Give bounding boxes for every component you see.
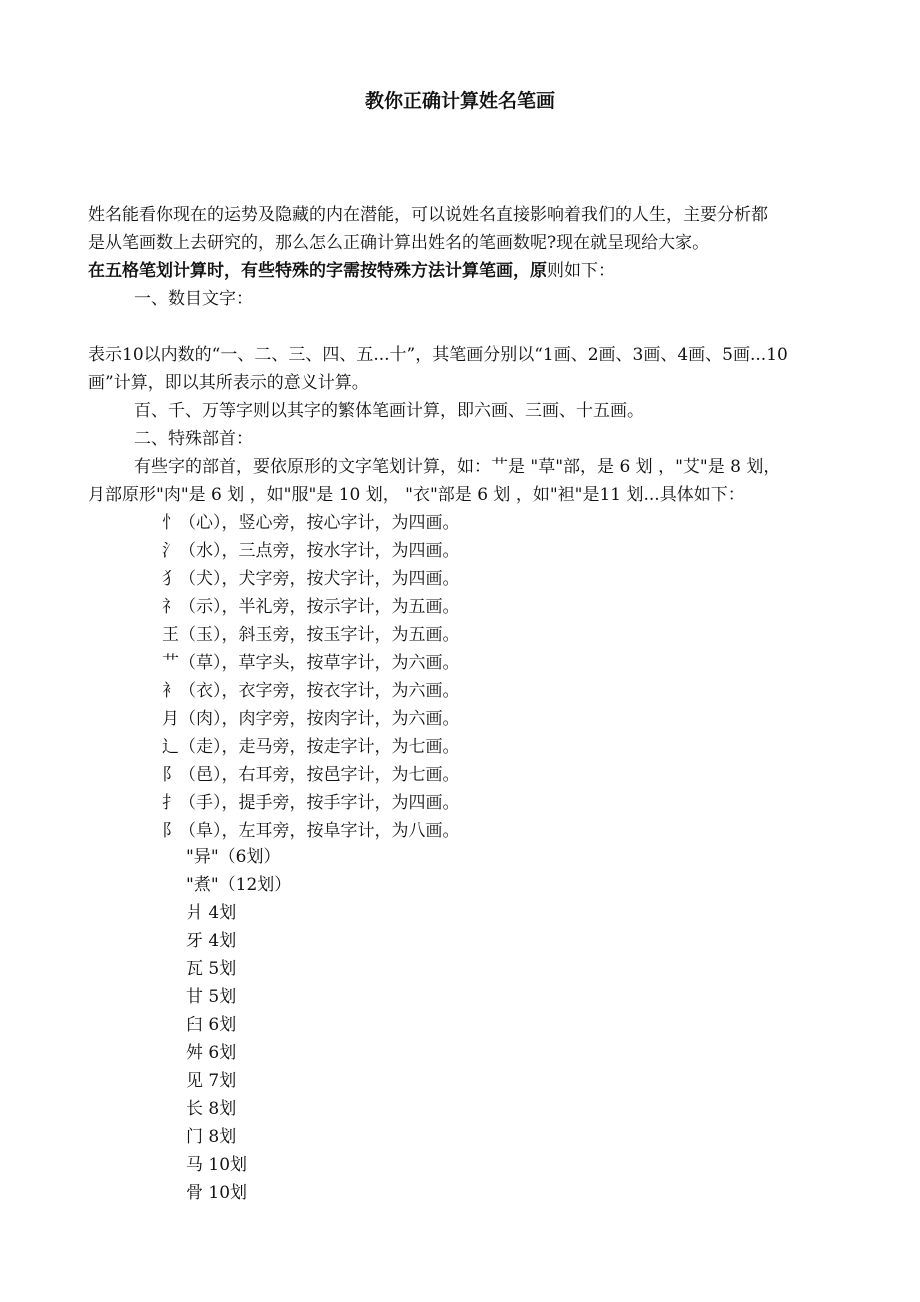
- section1-extra: 百、千、万等字则以其字的繁体笔画计算，即六画、三画、十五画。: [134, 401, 644, 421]
- section2-line-2: 月部原形"肉"是 6 划 ，如"服"是 10 划， "衣"部是 6 划 ，如"袒"是11 划...具体如下：: [88, 485, 745, 505]
- list-item: 艹（草），草字头，按草字计，为六画。: [162, 653, 460, 673]
- page-title: 教你正确计算姓名笔画: [364, 90, 555, 112]
- rule-bold-text: 在五格笔划计算时，有些特殊的字需按特殊方法计算笔画，原: [88, 261, 547, 281]
- list-item: 门 8划: [186, 1127, 237, 1147]
- list-item: 阝（阜），左耳旁，按阜字计，为八画。: [162, 821, 460, 841]
- list-item: 月（肉），肉字旁，按肉字计，为六画。: [162, 709, 460, 729]
- list-item: 扌（手），提手旁，按手字计，为四画。: [162, 793, 460, 813]
- list-item: "煮"（12划）: [186, 875, 292, 895]
- list-item: 忄（心），竖心旁，按心字计，为四画。: [162, 513, 460, 533]
- list-item: 马 10划: [186, 1155, 248, 1175]
- list-item: 瓦 5划: [186, 959, 237, 979]
- list-item: 舛 6划: [186, 1043, 237, 1063]
- list-item: 甘 5划: [186, 987, 237, 1007]
- rule-rest-text: 则如下：: [547, 261, 615, 281]
- list-item: 爿 4划: [186, 903, 237, 923]
- list-item: 阝（邑），右耳旁，按邑字计，为七画。: [162, 765, 460, 785]
- section1-line-1: 表示10以内数的“一、二、三、四、五...十”，其笔画分别以“1画、2画、3画、4画、5画...10: [88, 345, 788, 365]
- intro-line-2: 是从笔画数上去研究的，那么怎么正确计算出姓名的笔画数呢?现在就呈现给大家。: [88, 233, 710, 253]
- intro-line-1: 姓名能看你现在的运势及隐藏的内在潜能，可以说姓名直接影响着我们的人生，主要分析都: [88, 205, 768, 225]
- list-item: 礻（示），半礼旁，按示字计，为五画。: [162, 597, 460, 617]
- rule-line: [88, 259, 615, 283]
- list-item: 氵（水），三点旁，按水字计，为四画。: [162, 541, 460, 561]
- list-item: 见 7划: [186, 1071, 237, 1091]
- list-item: 牙 4划: [186, 931, 237, 951]
- list-item: 长 8划: [186, 1099, 237, 1119]
- list-item: 辶（走），走马旁，按走字计，为七画。: [162, 737, 460, 757]
- list-item: 犭（犬），犬字旁，按犬字计，为四画。: [162, 569, 460, 589]
- list-item: 骨 10划: [186, 1183, 248, 1203]
- list-item: 王（玉），斜玉旁，按玉字计，为五画。: [162, 625, 460, 645]
- list-item: 臼 6划: [186, 1015, 237, 1035]
- section2-line-1: 有些字的部首，要依原形的文字笔划计算，如：艹是 "草"部，是 6 划 ，"艾"是 8 划，: [134, 457, 781, 477]
- list-item: 衤（衣），衣字旁，按衣字计，为六画。: [162, 681, 460, 701]
- section2-heading: 二、特殊部首：: [134, 429, 253, 449]
- list-item: "异"（6划）: [186, 847, 281, 867]
- section1-heading: 一、数目文字：: [134, 289, 253, 309]
- section1-line-2: 画”计算，即以其所表示的意义计算。: [88, 373, 369, 393]
